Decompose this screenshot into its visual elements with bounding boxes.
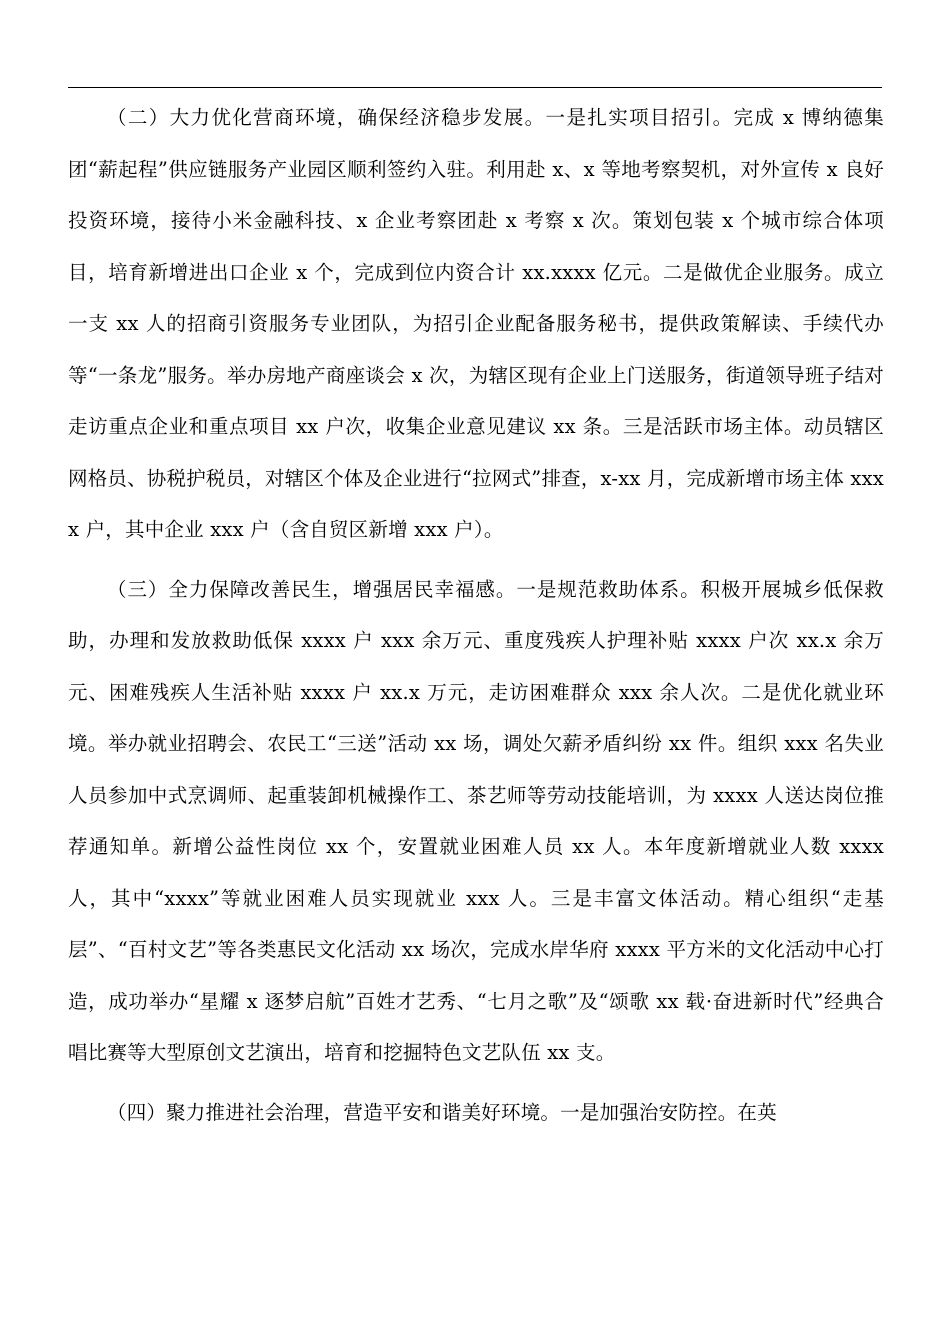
header-rule: [68, 87, 882, 88]
paragraph-social-governance: （四）聚力推进社会治理，营造平安和谐美好环境。一是加强治安防控。在英: [107, 1100, 777, 1124]
paragraph-livelihood: （三）全力保障改善民生，增强居民幸福感。一是规范救助体系。积极开展城乡低保救助，办理和发放救助低保 xxxx 户 xxx 余万元、重度残疾人护理补贴 xxxx 户次 xx.x 余万元、困难残疾人生活补贴 xxxx 户 xx.x 万元，走访困难群众 xxx 余人次。二是优化就业环境。举办就业招聘会、农民工“三送”活动 xx 场，调处欠薪矛盾纠纷 xx 件。组织 xxx 名失业人员参加中式烹调师、起重装卸机械操作工、茶艺师等劳动技能培训，为 xxxx 人送达岗位推荐通知单。新增公益性岗位 xx 个，安置就业困难人员 xx 人。本年度新增就业人数 xxxx 人，其中“xxxx”等就业困难人员实现就业 xxx 人。三是丰富文体活动。精心组织“走基层”、“百村文艺”等各类惠民文化活动 xx 场次，完成水岸华府 xxxx 平方米的文化活动中心打造，成功举办“星耀 x 逐梦启航”百姓才艺秀、“七月之歌”及“颂歌 xx 载·奋进新时代”经典合唱比赛等大型原创文艺演出，培育和挖掘特色文艺队伍 xx 支。: [68, 577, 884, 1064]
document-body: [68, 92, 884, 1146]
paragraph-business-environment: （二）大力优化营商环境，确保经济稳步发展。一是扎实项目招引。完成 x 博纳德集团“薪起程”供应链服务产业园区顺利签约入驻。利用赴 x、x 等地考察契机，对外宣传 x 良好投资环境，接待小米金融科技、x 企业考察团赴 x 考察 x 次。策划包装 x 个城市综合体项目，培育新增进出口企业 x 个，完成到位内资合计 xx.xxxx 亿元。二是做优企业服务。成立一支 xx 人的招商引资服务专业团队，为招引企业配备服务秘书，提供政策解读、手续代办等“一条龙”服务。举办房地产商座谈会 x 次，为辖区现有企业上门送服务，街道领导班子结对走访重点企业和重点项目 xx 户次，收集企业意见建议 xx 条。三是活跃市场主体。动员辖区网格员、协税护税员，对辖区个体及企业进行“拉网式”排查，x-xx 月，完成新增市场主体 xxxx 户，其中企业 xxx 户（含自贸区新增 xxx 户）。: [68, 106, 884, 541]
